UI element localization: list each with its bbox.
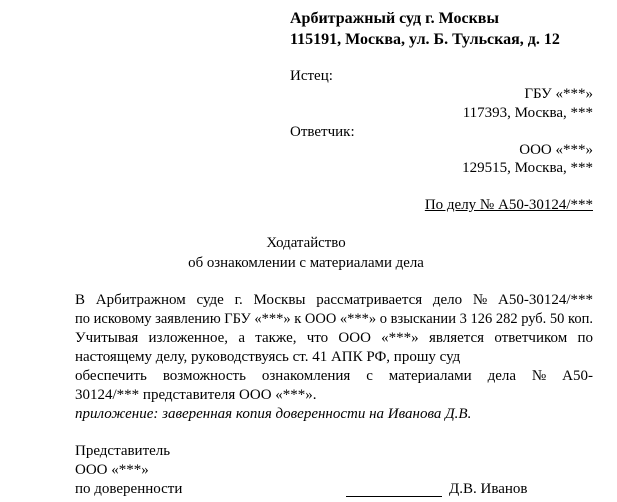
attachment-note: приложение: заверенная копия доверенности на Иванова Д.В. (75, 406, 472, 422)
court-address: 115191, Москва, ул. Б. Тульская, д. 12 (290, 31, 560, 48)
defendant-name: ООО «***» (519, 142, 593, 158)
body-p1-line1: В Арбитражном суде г. Москвы рассматривается дело № А50-30124/*** (75, 292, 593, 308)
body-p1-line2: по исковому заявлению ГБУ «***» к ООО «***» о взыскании 3 126 282 руб. 50 коп. (75, 311, 593, 327)
case-reference: По делу № А50-30124/*** (424, 197, 593, 213)
court-name: Арбитражный суд г. Москвы (290, 10, 499, 27)
body-p2-line1: Учитывая изложенное, а также, что ООО «***» является ответчиком по (75, 330, 593, 346)
plaintiff-address: 117393, Москва, *** (462, 105, 593, 121)
signature-name: Д.В. Иванов (449, 481, 528, 497)
defendant-label: Ответчик: (290, 124, 355, 140)
signature-org: ООО «***» (75, 462, 149, 478)
document-subtitle: об ознакомлении с материалами дела (188, 255, 424, 271)
plaintiff-label: Истец: (290, 68, 333, 84)
signature-role: Представитель (75, 443, 171, 459)
body-p3-line1: обеспечить возможность ознакомления с материалами дела № А50- (75, 368, 593, 384)
signature-basis: по доверенности (75, 481, 183, 497)
plaintiff-name: ГБУ «***» (524, 86, 593, 102)
body-p2-line2: настоящему делу, руководствуясь ст. 41 АПК РФ, прошу суд (75, 349, 461, 365)
body-p3-line2: 30124/*** представителя ООО «***». (75, 387, 317, 403)
document-title: Ходатайство (266, 235, 346, 251)
defendant-address: 129515, Москва, *** (462, 160, 593, 176)
signature-line (346, 496, 442, 497)
